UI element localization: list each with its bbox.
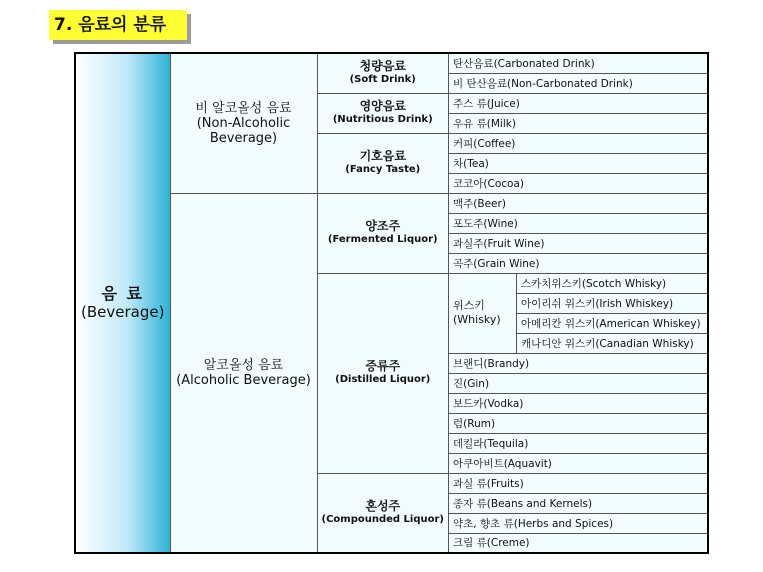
list-item: 약초, 향초 류(Herbs and Spices) xyxy=(449,513,708,533)
list-item: 차(Tea) xyxy=(449,153,708,173)
list-item: 과실주(Fruit Wine) xyxy=(449,233,708,253)
category-label-ko: 영양음료 xyxy=(359,99,406,113)
table-row xyxy=(75,53,708,73)
category-label-en: (Distilled Liquor) xyxy=(335,374,431,385)
list-item: 포도주(Wine) xyxy=(449,213,708,233)
list-item: 아메리칸 위스키(American Whiskey) xyxy=(517,313,708,333)
list-item: 맥주(Beer) xyxy=(449,193,708,213)
list-item: 럼(Rum) xyxy=(449,413,708,433)
list-item: 아이리쉬 위스키(Irish Whiskey) xyxy=(517,293,708,313)
beverage-classification-table xyxy=(74,52,709,554)
category-distilled-liquor xyxy=(317,273,449,473)
list-item: 탄산음료(Carbonated Drink) xyxy=(449,53,708,73)
root-label-ko: 음 료 xyxy=(101,284,144,303)
category-fancy-taste xyxy=(317,133,449,193)
category-label-ko: 양조주 xyxy=(365,219,401,233)
category-label-ko: 혼성주 xyxy=(365,498,401,513)
list-item: 코코아(Cocoa) xyxy=(449,173,708,193)
category-fermented-liquor xyxy=(317,193,449,273)
category-soft-drink xyxy=(317,53,449,93)
group-label-ko: 비 알코올성 음료 xyxy=(195,100,292,116)
group-label-en: (Alcoholic Beverage) xyxy=(176,372,311,388)
list-item: 아쿠아비트(Aquavit) xyxy=(449,453,708,473)
list-item: 스카치위스키(Scotch Whisky) xyxy=(517,273,708,293)
list-item: 과실 류(Fruits) xyxy=(449,473,708,493)
list-item: 진(Gin) xyxy=(449,373,708,393)
root-category-cell xyxy=(75,53,170,553)
category-label-en: (Soft Drink) xyxy=(349,74,416,86)
list-item: 보드카(Vodka) xyxy=(449,393,708,413)
list-item: 주스 류(Juice) xyxy=(449,93,708,113)
category-label-en: (Fermented Liquor) xyxy=(327,234,438,245)
category-label-ko: 기호음료 xyxy=(359,149,406,163)
root-label-en: (Beverage) xyxy=(81,303,165,321)
list-item: 크림 류(Creme) xyxy=(449,533,708,553)
category-compounded-liquor xyxy=(317,473,449,553)
list-item: 데킬라(Tequila) xyxy=(449,433,708,453)
category-label-ko: 증류주 xyxy=(365,359,401,373)
category-label-ko: 청량음료 xyxy=(359,59,406,74)
category-label-en: (Fancy Taste) xyxy=(345,164,421,175)
group-label-ko: 알코올성 음료 xyxy=(203,357,284,373)
table-row xyxy=(75,193,708,213)
subcategory-whisky xyxy=(449,273,517,353)
page-title: 7. 음료의 분류 xyxy=(49,10,187,40)
subcategory-label-ko: 위스키 xyxy=(453,299,485,312)
list-item: 종자 류(Beans and Kernels) xyxy=(449,493,708,513)
list-item: 브랜디(Brandy) xyxy=(449,353,708,373)
category-label-en: (Compounded Liquor) xyxy=(321,513,444,525)
list-item: 커피(Coffee) xyxy=(449,133,708,153)
group-alcoholic xyxy=(170,193,317,553)
category-nutritious-drink xyxy=(317,93,449,133)
category-label-en: (Nutritious Drink) xyxy=(332,114,433,125)
group-non-alcoholic xyxy=(170,53,317,193)
list-item: 비 탄산음료(Non-Carbonated Drink) xyxy=(449,73,708,93)
list-item: 곡주(Grain Wine) xyxy=(449,253,708,273)
list-item: 우유 류(Milk) xyxy=(449,113,708,133)
subcategory-label-en: (Whisky) xyxy=(453,313,501,326)
group-label-en: (Non-Alcoholic Beverage) xyxy=(196,115,291,146)
list-item: 캐나디안 위스키(Canadian Whisky) xyxy=(517,333,708,353)
